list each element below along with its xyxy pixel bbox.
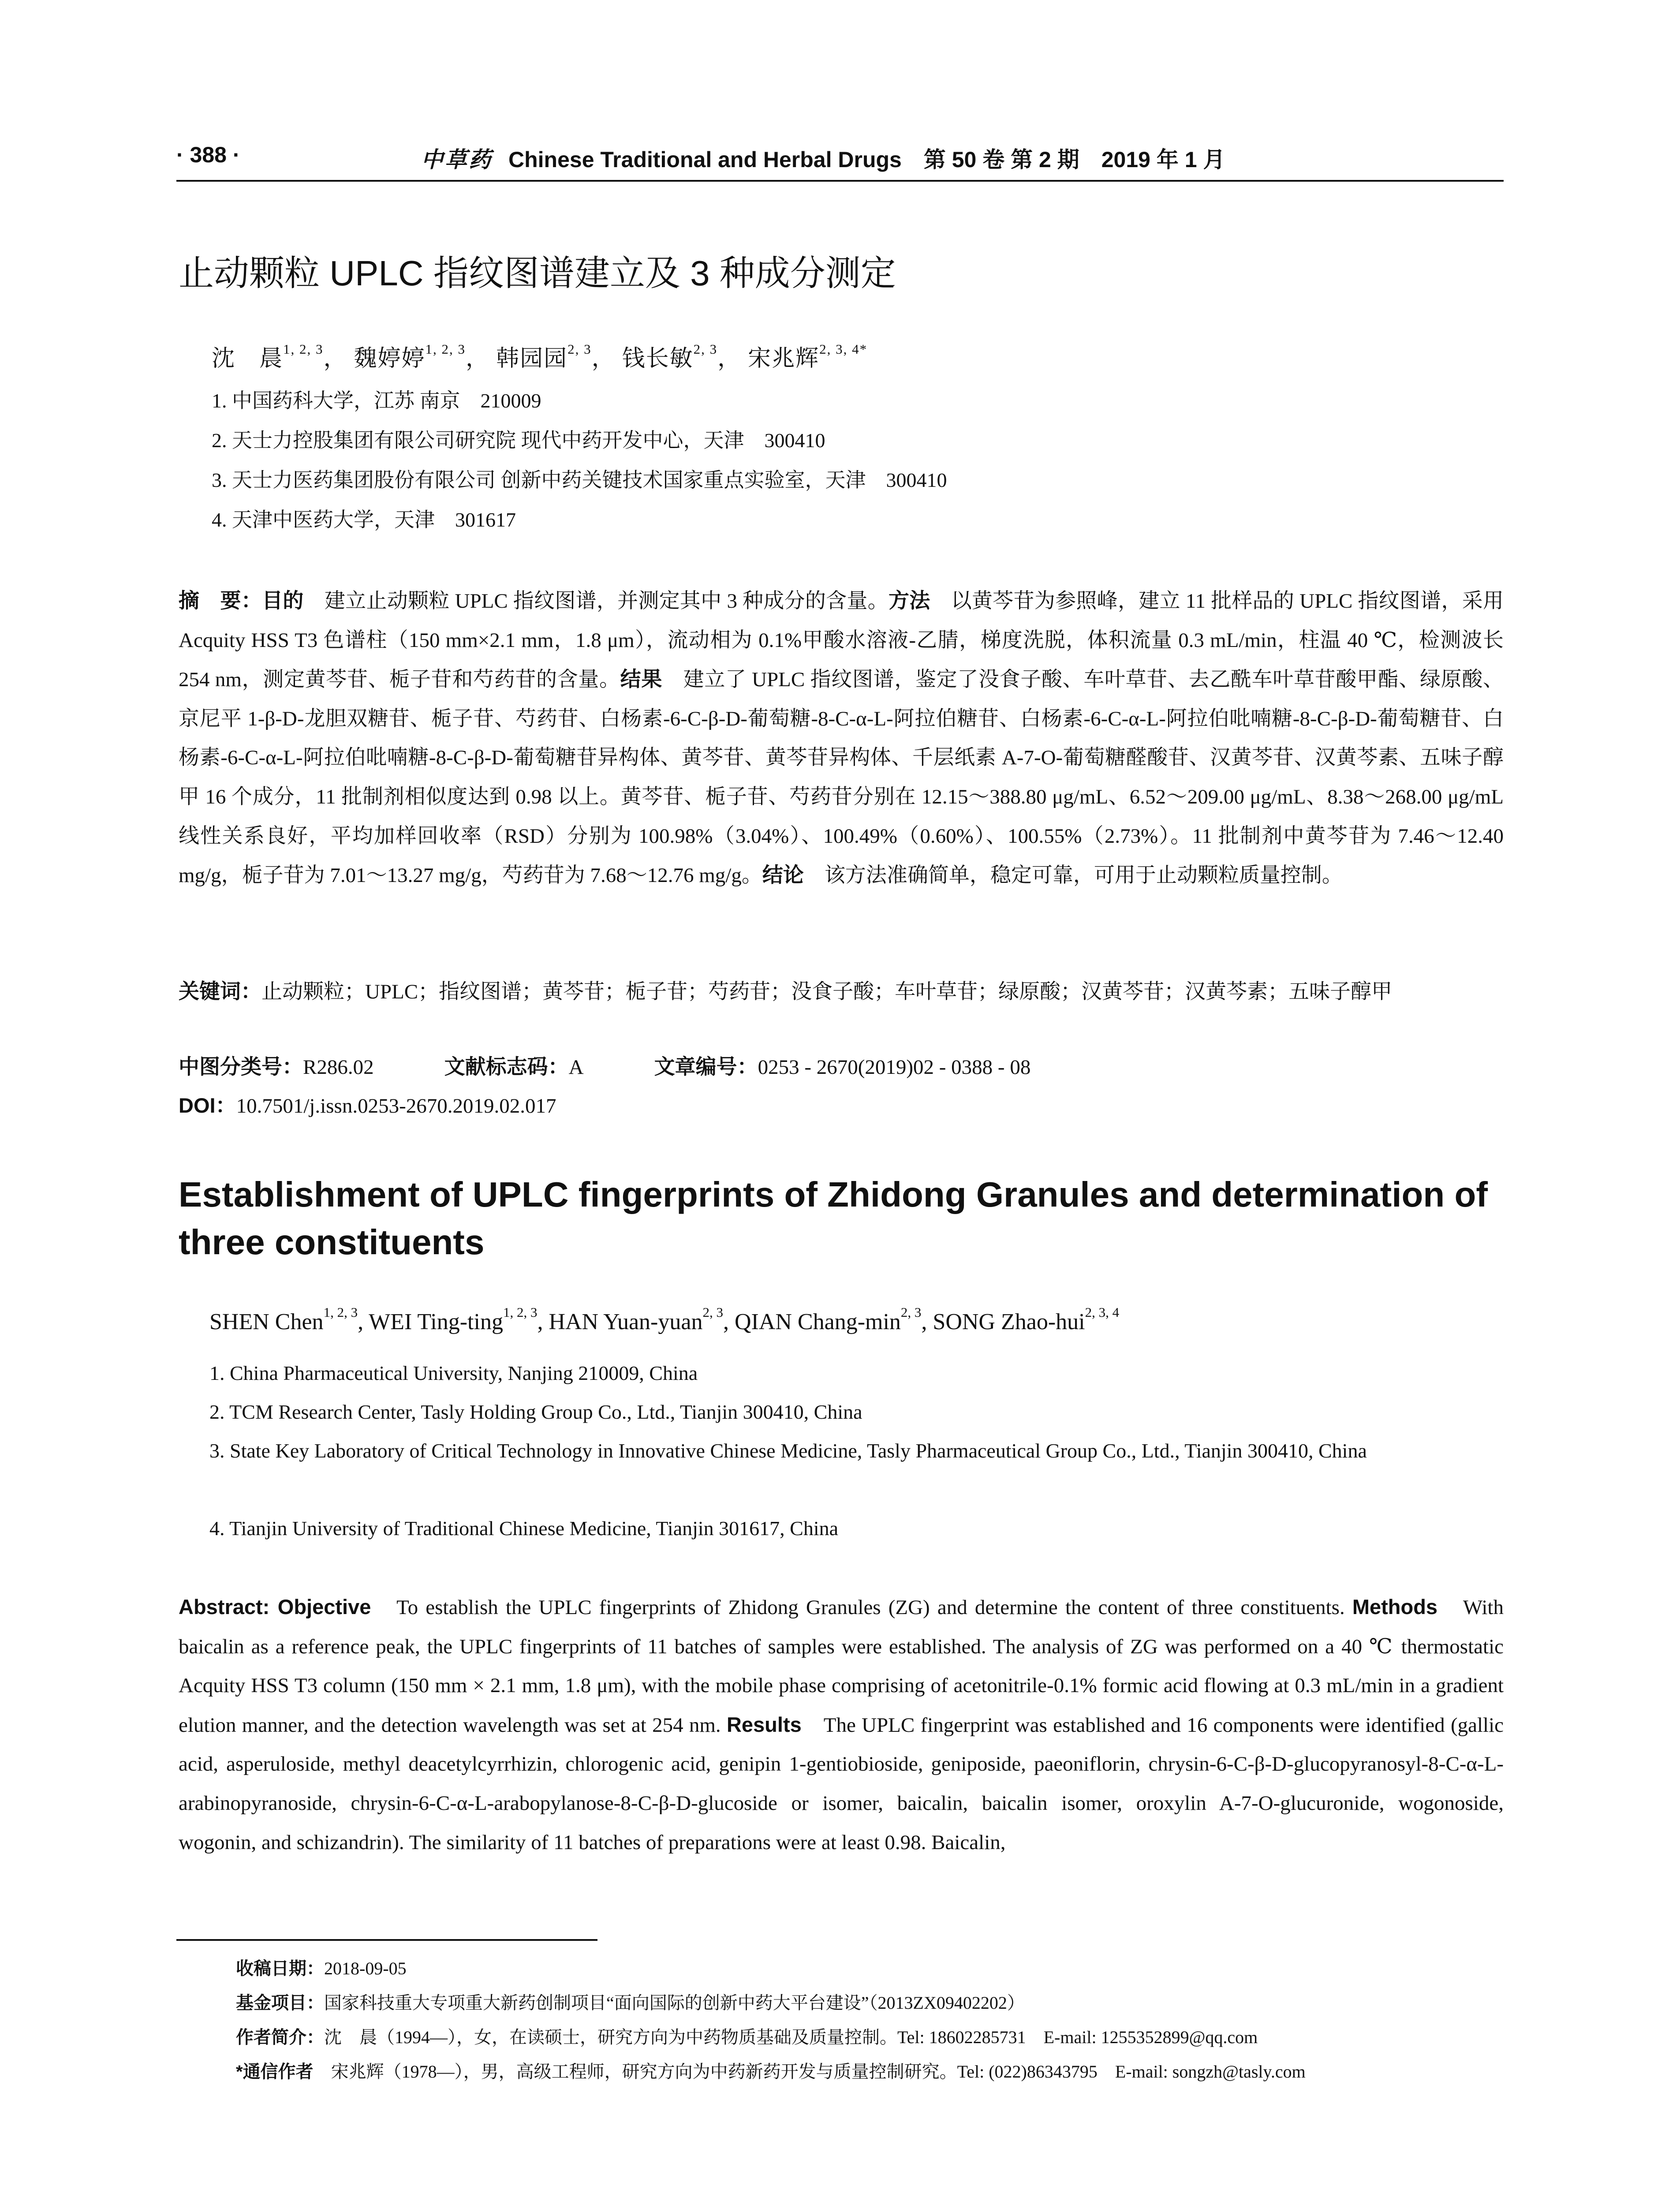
author-affil-marks: 2, 3 [567, 341, 592, 357]
doi-line [179, 1089, 556, 1119]
author-name: 韩园园 [496, 346, 568, 371]
footnote-corresponding [236, 2058, 1306, 2083]
journal-logo: 中草药 [421, 146, 493, 172]
author-separator: ， [717, 346, 742, 371]
doi-label: DOI： [179, 1094, 236, 1117]
author-affil-marks: 1, 2, 3 [323, 1304, 358, 1320]
author-affil-marks: 2, 3 [900, 1304, 922, 1320]
article-no-value: 0253 - 2670(2019)02 - 0388 - 08 [758, 1056, 1031, 1079]
author-name: 沈 晨 [212, 346, 284, 371]
chinese-authors [212, 340, 867, 373]
header-rule [176, 180, 1504, 182]
author-name: SHEN Chen [209, 1309, 324, 1334]
objective-label: 目的 [262, 589, 304, 612]
methods-label: Methods [1352, 1595, 1438, 1618]
footnote-text: 国家科技重大专项重大新药创制项目“面向国际的创新中药大平台建设”（2013ZX09402202） [324, 1993, 1025, 2013]
author-name: SONG Zhao-hui [933, 1309, 1085, 1334]
objective-label: Objective [277, 1595, 371, 1618]
author-name: 魏婷婷 [354, 346, 426, 371]
author-separator: , [723, 1309, 735, 1334]
author-name: WEI Ting-ting [369, 1309, 503, 1334]
clc-label: 中图分类号： [179, 1055, 303, 1078]
chinese-affiliation: 1. 中国药科大学，江苏 南京 210009 [212, 389, 541, 412]
author-name: QIAN Chang-min [734, 1309, 901, 1334]
english-affiliation: 4. Tianjin University of Traditional Chinese Medicine, Tianjin 301617, China [209, 1517, 839, 1540]
doc-code-label: 文献标志码： [444, 1055, 569, 1078]
author-name: HAN Yuan-yuan [549, 1309, 703, 1334]
english-abstract [179, 1588, 1504, 1862]
author-separator: , [921, 1309, 933, 1334]
english-affiliation: 3. State Key Laboratory of Critical Technology in Innovative Chinese Medicine, Tasly Pharmaceutical Group Co., Ltd., Tianjin 300410, China [209, 1439, 1367, 1462]
chinese-affiliation: 3. 天士力医药集团股份有限公司 创新中药关键技术国家重点实验室，天津 300410 [212, 469, 947, 491]
author-separator: , [358, 1309, 369, 1334]
author-separator: ， [323, 346, 347, 371]
author-name: 钱长敏 [622, 346, 694, 371]
author-separator: ， [466, 346, 490, 371]
footnote-funding [236, 1989, 1025, 2014]
english-affiliation: 2. TCM Research Center, Tasly Holding Group Co., Ltd., Tianjin 300410, China [209, 1401, 862, 1423]
author-affil-marks: 2, 3, 4 [1085, 1304, 1120, 1320]
results-text: 建立了 UPLC 指纹图谱，鉴定了没食子酸、车叶草苷、去乙酰车叶草苷酸甲酯、绿原酸、京尼平 1-β-D-龙胆双糖苷、栀子苷、芍药苷、白杨素-6-C-β-D-葡萄糖-8-C-α-L-阿拉伯糖苷、白杨素-6-C-α-L-阿拉伯吡喃糖-8-C-β-D-葡萄糖苷、白杨素-6-C-α-L-阿拉伯吡喃糖-8-C-β-D-葡萄糖苷异构体、黄芩苷、黄芩苷异构体、千层纸素 A-7-O-葡萄糖醛酸苷、汉黄芩苷、汉黄芩素、五味子醇甲 16 个成分，11 批制剂相似度达到 0.98 以上。黄芩苷、栀子苷、芍药苷分别在 12.15～388.80 μg/mL、6.52～209.00 μg/mL、8.38～268.00 μg/mL 线性关系良好，平均加样回收率（RSD）分别为 100.98%（3.04%）、100.49%（0.60%）、100.55%（2.73%）。11 批制剂中黄芩苷为 7.46～12.40 mg/g，栀子苷为 7.01～13.27 mg/g，芍药苷为 7.68～12.76 mg/g。 [179, 668, 1504, 887]
english-authors [209, 1304, 1120, 1335]
chinese-abstract [179, 581, 1504, 895]
results-text: The UPLC fingerprint was established and 16 components were identified (gallic acid, asperuloside, methyl deacetylcyrrhizin, chlorogenic acid, genipin 1-gentiobioside, geniposide, paeoniflorin, chrysin-6-C-β-D-glucopyranosyl-8-C-α-L-arabinopyranoside, chrysin-6-C-α-L-arabopylanose-8-C-β-D-glucoside or isomer, baicalin, baicalin isomer, oroxylin A-7-O-glucuronide, wogonoside, wogonin, and schizandrin). The similarity of 11 batches of preparations were at least 0.98. Baicalin, [179, 1713, 1504, 1854]
doi-value: 10.7501/j.issn.0253-2670.2019.02.017 [236, 1095, 556, 1117]
objective-text: 建立止动颗粒 UPLC 指纹图谱，并测定其中 3 种成分的含量。 [303, 590, 889, 613]
footnote-text: 宋兆辉（1978—），男，高级工程师，研究方向为中药新药开发与质量控制研究。Tel: (022)86343795 E-mail: songzh@tasly.com [313, 2062, 1306, 2082]
keywords-label: 关键词： [179, 979, 261, 1003]
doc-code-value: A [568, 1056, 584, 1079]
journal-header [421, 142, 1225, 174]
methods-label: 方法 [888, 589, 930, 612]
results-label: 结果 [620, 667, 662, 691]
running-header [176, 142, 1504, 177]
footnote-text: 沈 晨（1994—），女，在读硕士，研究方向为中药物质基础及质量控制。Tel: 18602285731 E-mail: 1255352899@qq.com [324, 2027, 1258, 2047]
author-affil-marks: 2, 3 [702, 1304, 723, 1320]
footnote-rule [176, 1939, 597, 1941]
methods-text: With baicalin as a reference peak, the UPLC fingerprints of 11 batches of samples were established. The analysis of ZG was performed on a 40 ℃ thermostatic Acquity HSS T3 column (150 mm × 2.1 mm, 1.8 μm), with the mobile phase comprising of acetonitrile-0.1% formic acid flowing at 0.3 mL/min in a gradient elution manner, and the detection wavelength was set at 254 nm. [179, 1596, 1504, 1737]
footnote-text: 2018-09-05 [324, 1958, 407, 1978]
footnote-label: *通信作者 [236, 2062, 314, 2082]
footnote-received [236, 1955, 407, 1980]
footnote-label: 收稿日期： [236, 1959, 324, 1978]
abstract-label: 摘 要： [179, 589, 262, 612]
conclusion-label: 结论 [762, 863, 804, 887]
conclusion-text: 该方法准确简单，稳定可靠，可用于止动颗粒质量控制。 [803, 864, 1343, 887]
journal-citation-line: Chinese Traditional and Herbal Drugs 第 50 卷 第 2 期 2019 年 1 月 [508, 147, 1225, 172]
chinese-keywords [179, 972, 1504, 1012]
page-number: · 388 · [176, 142, 240, 167]
author-affil-marks: 2, 3 [693, 341, 718, 357]
chinese-affiliation: 4. 天津中医药大学，天津 301617 [212, 508, 516, 531]
author-affil-marks: 2, 3, 4* [819, 341, 868, 357]
author-affil-marks: 1, 2, 3 [425, 341, 466, 357]
clc-value: R286.02 [303, 1056, 374, 1079]
results-label: Results [726, 1712, 802, 1736]
classification-line [179, 1050, 1030, 1080]
footnote-author-bio [236, 2023, 1258, 2048]
author-separator: , [537, 1309, 549, 1334]
author-affil-marks: 1, 2, 3 [283, 341, 324, 357]
english-affiliation: 1. China Pharmaceutical University, Nanjing 210009, China [209, 1362, 698, 1384]
chinese-affiliation: 2. 天士力控股集团有限公司研究院 现代中药开发中心，天津 300410 [212, 429, 825, 452]
english-title: Establishment of UPLC fingerprints of Zhidong Granules and determination of three constituents [179, 1175, 1488, 1262]
footnote-label: 基金项目： [236, 1993, 324, 2013]
author-separator: ， [591, 346, 616, 371]
abstract-label: Abstract: [179, 1595, 278, 1618]
chinese-title: 止动颗粒 UPLC 指纹图谱建立及 3 种成分测定 [179, 254, 896, 293]
methods-text: 以黄芩苷为参照峰，建立 11 批样品的 UPLC 指纹图谱，采用 Acquity HSS T3 色谱柱（150 mm×2.1 mm，1.8 μm），流动相为 0.1%甲酸水溶液-乙腈，梯度洗脱，体积流量 0.3 mL/min，柱温 40 ℃，检测波长 254 nm，测定黄芩苷、栀子苷和芍药苷的含量。 [179, 590, 1504, 691]
objective-text: To establish the UPLC fingerprints of Zhidong Granules (ZG) and determine the content of three constituents. [371, 1596, 1352, 1619]
footnote-label: 作者简介： [236, 2028, 324, 2047]
article-no-label: 文章编号： [654, 1055, 758, 1078]
keywords-text: 止动颗粒；UPLC；指纹图谱；黄芩苷；栀子苷；芍药苷；没食子酸；车叶草苷；绿原酸；汉黄芩苷；汉黄芩素；五味子醇甲 [261, 980, 1393, 1003]
author-name: 宋兆辉 [748, 346, 820, 371]
author-affil-marks: 1, 2, 3 [503, 1304, 538, 1320]
